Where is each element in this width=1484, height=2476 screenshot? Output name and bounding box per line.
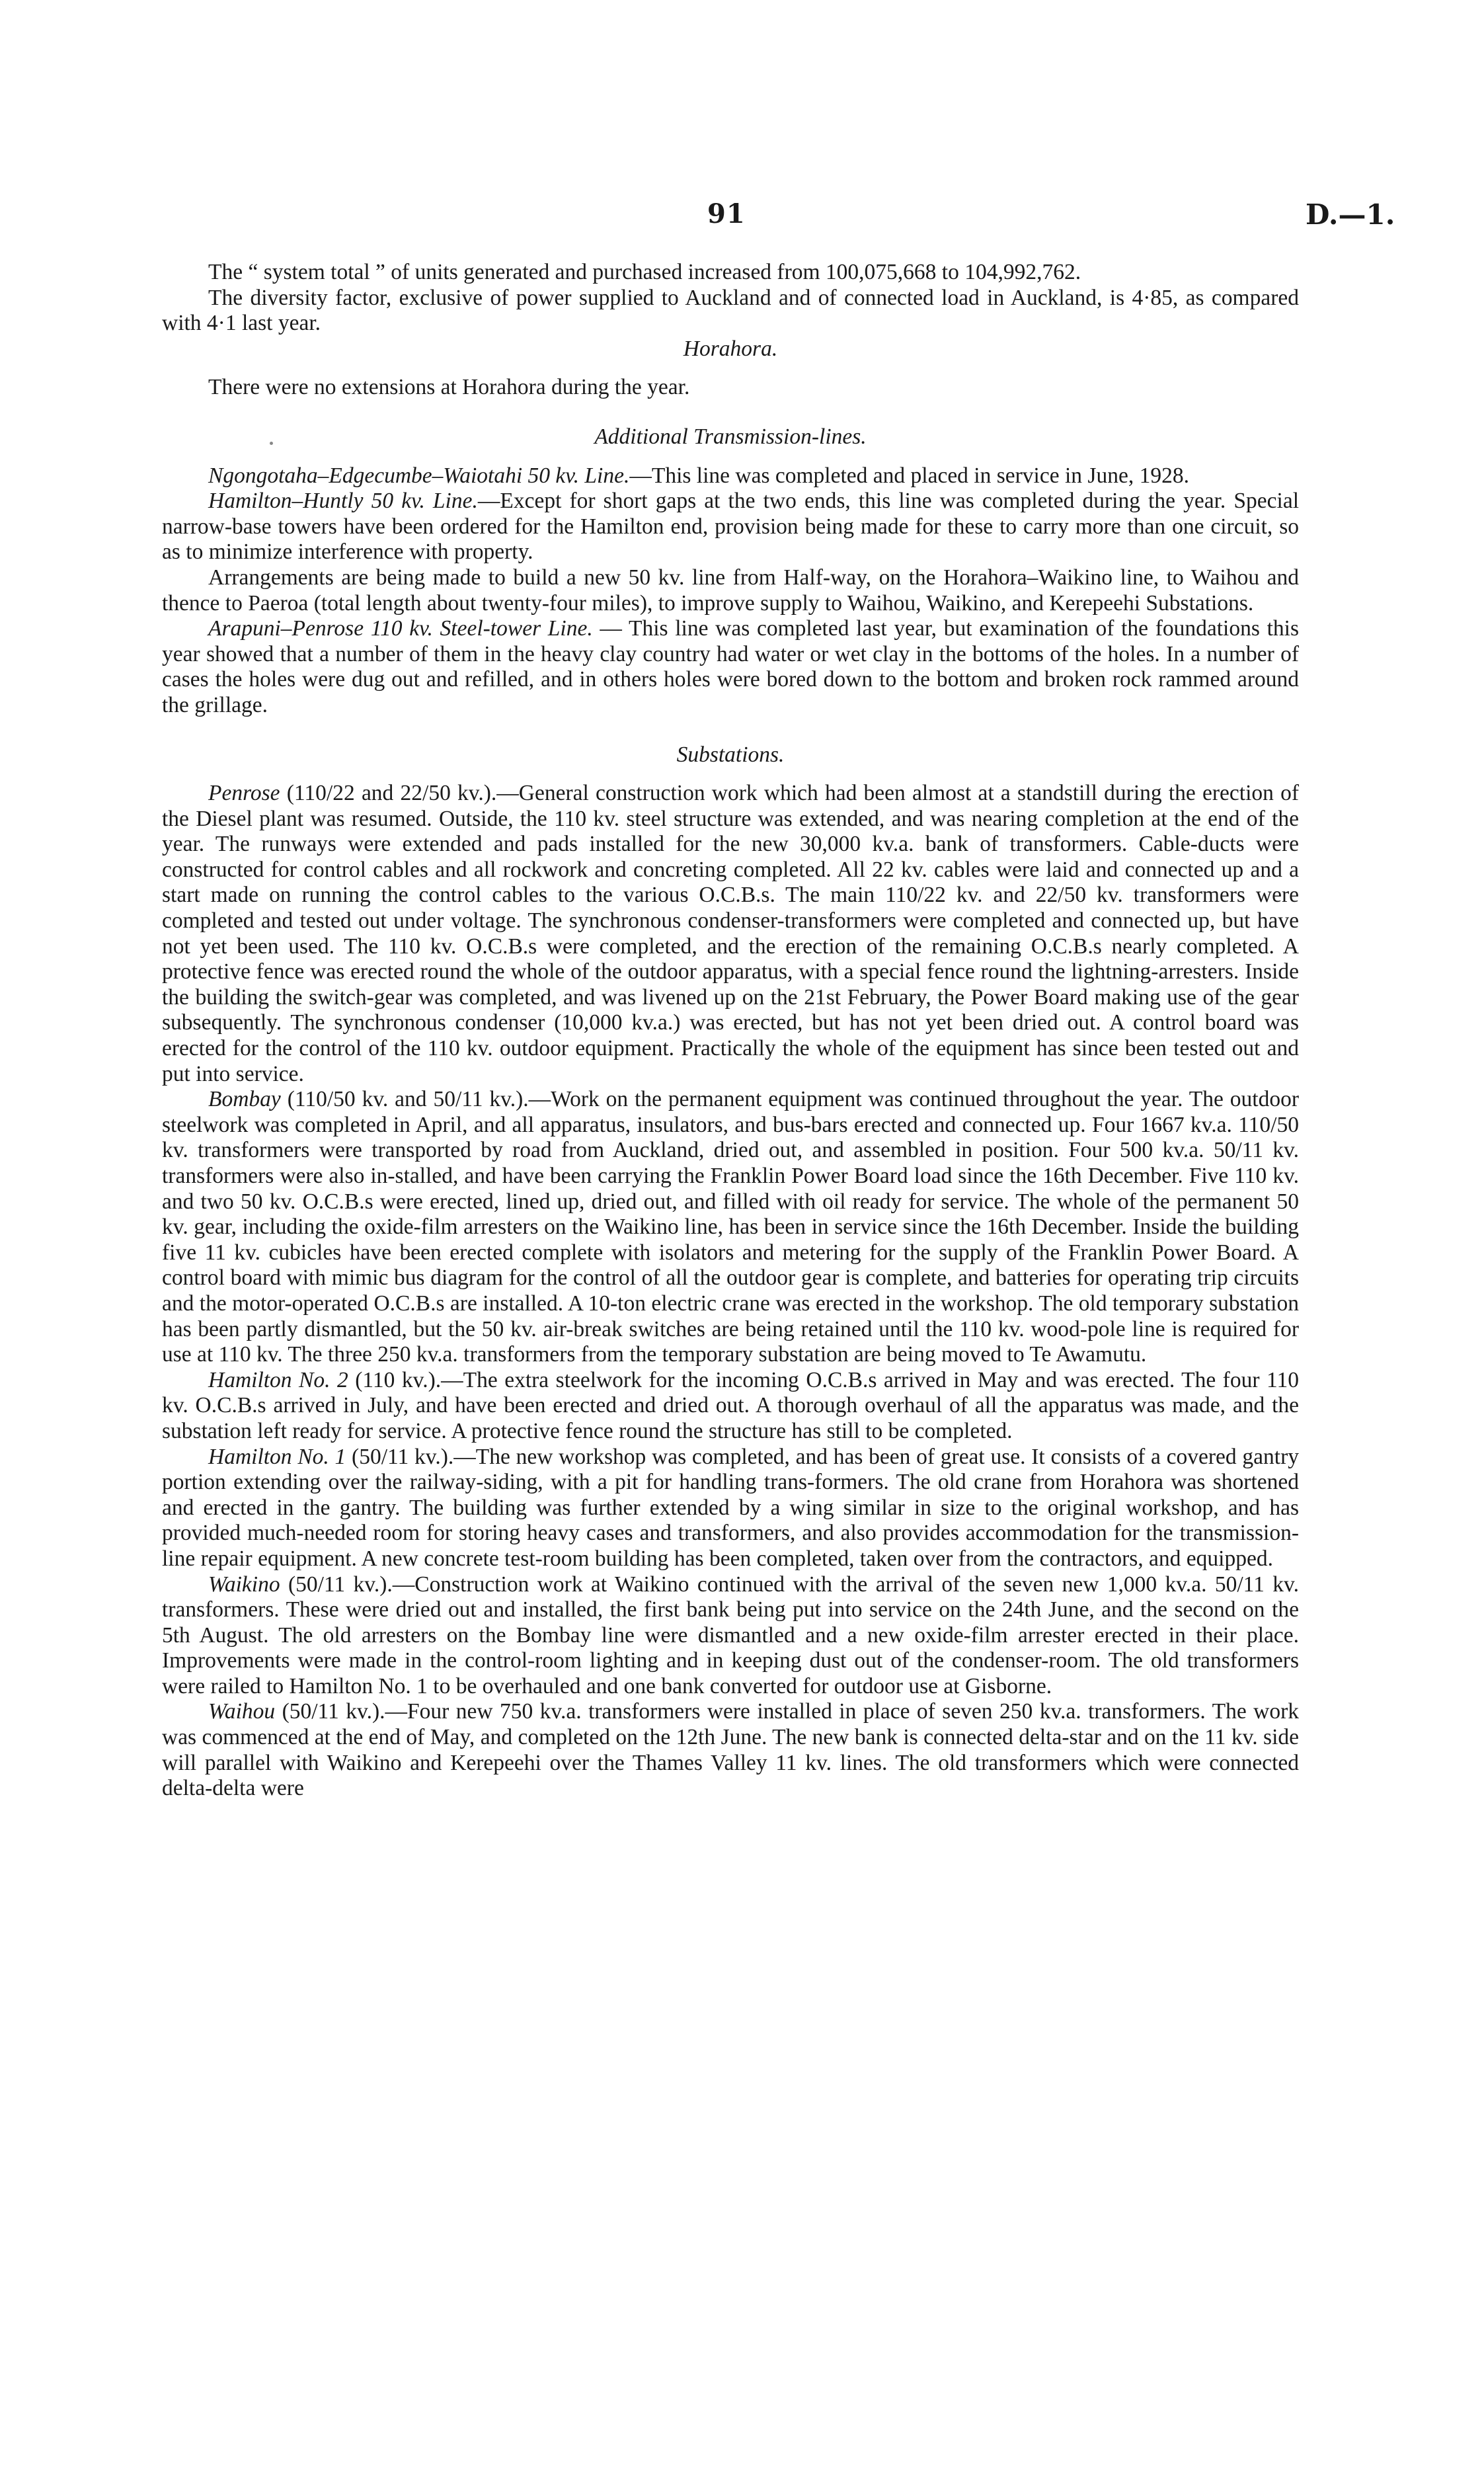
- ngongotaha-line-title: Ngongotaha–Edgecumbe–Waiotahi 50 kv. Line.: [208, 463, 630, 488]
- hamilton-huntly-line-title: Hamilton–Huntly 50 kv. Line.: [208, 489, 478, 514]
- bombay-title: Bombay: [208, 1087, 281, 1112]
- waihou-paragraph: [162, 1699, 1299, 1801]
- bombay-text: (110/50 kv. and 50/11 kv.).—Work on the permanent equipment was continued throughout the year. The outdoor steelwork was completed in April, and all apparatus, insulators, and bus-bars erected and connected up. Four 1667 kv.a. 110/50 kv. transformers were transported by road from Auckland, dried out, and assembled in position. Four 500 kv.a. 50/11 kv. transformers were also in-stalled, and have been carrying the Franklin Power Board load since the 16th December. Five 110 kv. and two 50 kv. O.C.B.s were erected, lined up, dried out, and filled with oil ready for service. The whole of the permanent 50 kv. gear, including the oxide-film arresters on the Waikino line, has been in service since the 16th December. Inside the building five 11 kv. cubicles have been erected complete with isolators and metering for the supply of the Franklin Power Board. A control board with mimic bus diagram for the control of all the outdoor gear is complete, and batteries for operating trip circuits and the motor-operated O.C.B.s are installed. A 10-ton electric crane was erected in the workshop. The old temporary substation has been partly dismantled, but the 50 kv. air-break switches are being retained until the 110 kv. wood-pole line is required for use at 110 kv. The three 250 kv.a. transformers from the temporary substation are being moved to Te Awamutu.: [162, 1087, 1299, 1367]
- penrose-title: Penrose: [208, 781, 280, 806]
- penrose-text: (110/22 and 22/50 kv.).—General construction work which had been almost at a standstill during the erection of the Diesel plant was resumed. Outside, the 110 kv. steel structure was extended, and was nearing completion at the end of the year. The runways were extended and pads installed for the new 30,000 kv.a. bank of transformers. Cable-ducts were constructed for control cables and all rockwork and concreting completed. All 22 kv. cables were laid and connected up and a start made on running the control cables to the various O.C.B.s. The main 110/22 kv. and 22/50 kv. transformers were completed and tested out under voltage. The synchronous condenser-transformers were completed and connected up, but have not yet been used. The 110 kv. O.C.B.s were completed, and the erection of the remaining O.C.B.s nearly completed. A protective fence was erected round the whole of the outdoor apparatus, with a special fence round the lightning-arresters. Inside the building the switch-gear was completed, and was livened up on the 21st February, the Power Board making use of the gear subsequently. The synchronous condenser (10,000 kv.a.) was erected, but has not yet been dried out. A control board was erected for the control of the 110 kv. outdoor equipment. Practically the whole of the equipment has since been tested out and put into service.: [162, 781, 1299, 1086]
- page-header: [0, 198, 1484, 238]
- arrangements-paragraph: Arrangements are being made to build a new 50 kv. line from Half-way, on the Horahora–Waikino line, to Waihou and thence to Paeroa (total length about twenty-four miles), to improve supply to Waihou, Waikino, and Kerepeehi Substations.: [162, 565, 1299, 616]
- hamilton-huntly-line-text: —Except for short gaps at the two ends, this line was completed during the year. Special narrow-base towers have been ordered for the Hamilton end, provision being made for these to carry more than one circuit, so as to minimize interference with property.: [162, 489, 1299, 565]
- system-total-paragraph: The “ system total ” of units generated and purchased increased from 100,075,668 to 104,992,762.: [208, 260, 1081, 284]
- hamilton-no2-paragraph: [162, 1368, 1299, 1445]
- hamilton-no2-title: Hamilton No. 2: [208, 1367, 348, 1392]
- substations-heading: Substations.: [676, 742, 785, 767]
- waikino-text: (50/11 kv.).—Construction work at Waikino continued with the arrival of the seven new 1,000 kv.a. 50/11 kv. transformers. These were dried out and installed, the first bank being put into service on the 24th June, and the second on the 5th August. The old arresters on the Bombay line were dismantled and a new oxide-film arrester erected in their place. Improvements were made in the control-room lighting and in keeping dust out of the condenser-room. The old transformers were railed to Hamilton No. 1 to be overhauled and one bank converted for outdoor use at Gisborne.: [162, 1572, 1299, 1698]
- hamilton-huntly-line-paragraph: [162, 489, 1299, 565]
- arapuni-penrose-line-title: Arapuni–Penrose 110 kv. Steel-tower Line.: [208, 616, 593, 641]
- bombay-paragraph: [162, 1087, 1299, 1368]
- waikino-title: Waikino: [208, 1572, 280, 1597]
- diversity-factor-paragraph: The diversity factor, exclusive of power supplied to Auckland and of connected load in Auckland, is 4·85, as compared with 4·1 last year.: [162, 285, 1299, 336]
- arapuni-penrose-line-text: — This line was completed last year, but examination of the foundations this year showed that a number of them in the heavy clay country had water or wet clay in the bottoms of the holes. In a number of cases the holes were dug out and refilled, and in others holes were bored down to the bottom and broken rock rammed around the grillage.: [162, 616, 1299, 717]
- waikino-paragraph: [162, 1572, 1299, 1700]
- hamilton-no2-text: (110 kv.).—The extra steelwork for the incoming O.C.B.s arrived in May and was erected. The four 110 kv. O.C.B.s arrived in July, and have been erected and dried out. A thorough overhaul of all the apparatus was made, and the substation left ready for service. A protective fence round the structure has still to be completed.: [162, 1367, 1299, 1443]
- body-text: [162, 260, 1299, 1802]
- ngongotaha-line-paragraph: [162, 463, 1299, 489]
- transmission-lines-heading: Additional Transmission-lines.: [594, 424, 867, 449]
- hamilton-no1-paragraph: [162, 1445, 1299, 1572]
- penrose-paragraph: [162, 781, 1299, 1087]
- document-code: D.—1.: [1306, 198, 1395, 231]
- page-number: 91: [707, 198, 746, 229]
- hamilton-no1-text: (50/11 kv.).—The new workshop was completed, and has been of great use. It consists of a covered gantry portion extending over the railway-siding, with a pit for handling trans-formers. The old crane from Horahora was shortened and erected in the gantry. The building was further extended by a wing similar in size to the original workshop, and has provided much-needed room for storing heavy cases and transformers, and also provides accommodation for the transmission-line repair equipment. A new concrete test-room building has been completed, taken over from the contractors, and equipped.: [162, 1444, 1299, 1571]
- hamilton-no1-title: Hamilton No. 1: [208, 1444, 346, 1469]
- horahora-paragraph: There were no extensions at Horahora during the year.: [208, 375, 690, 400]
- arapuni-penrose-line-paragraph: [162, 616, 1299, 718]
- horahora-heading: Horahora.: [683, 336, 778, 361]
- waihou-text: (50/11 kv.).—Four new 750 kv.a. transformers were installed in place of seven 250 kv.a. transformers. The work was commenced at the end of May, and completed on the 12th June. The new bank is connected delta-star and on the 11 kv. side will parallel with Waikino and Kerepeehi over the Thames Valley 11 kv. lines. The old transformers which were connected delta-delta were: [162, 1699, 1299, 1801]
- waihou-title: Waihou: [208, 1699, 276, 1724]
- ngongotaha-line-text: —This line was completed and placed in service in June, 1928.: [629, 463, 1189, 488]
